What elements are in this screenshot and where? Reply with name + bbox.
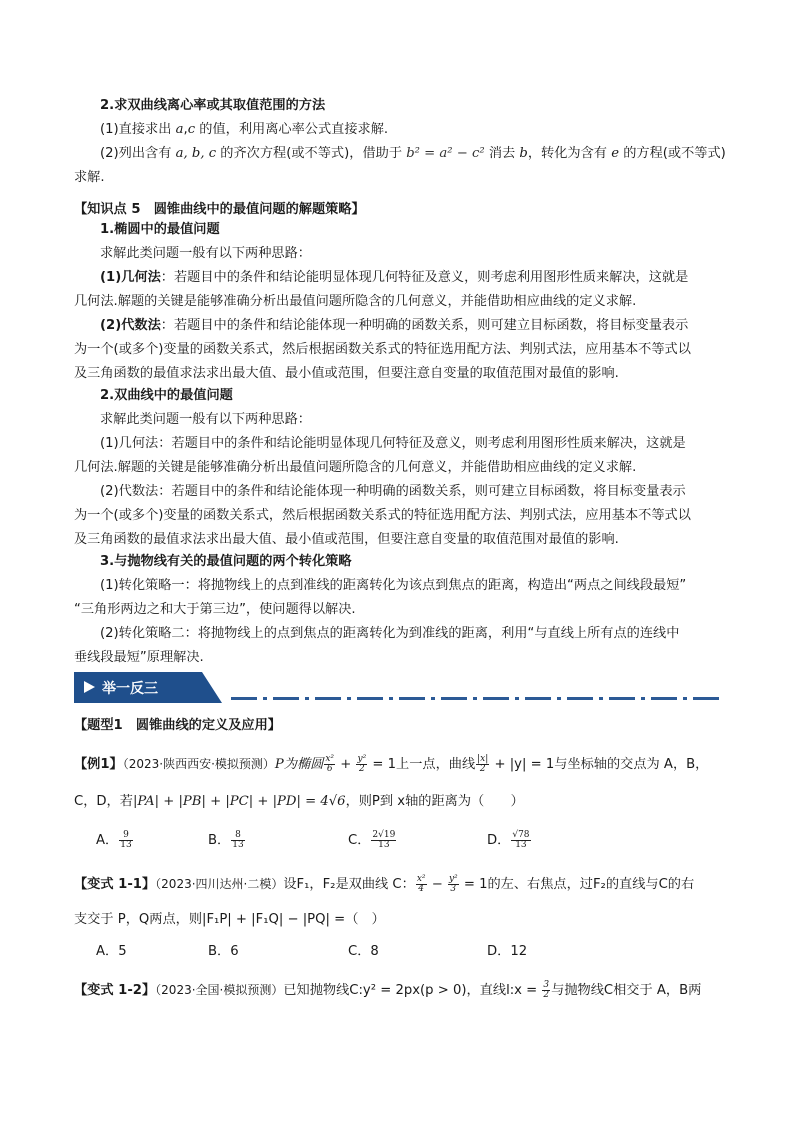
paragraph: (2)列出含有 a, b, c 的齐次方程(或不等式)，借助于 b² = a² − c² 消去 b，转化为含有 e 的方程(或不等式) — [100, 146, 726, 161]
paragraph: (1)直接求出 a,c 的值，利用离心率公式直接求解. — [100, 122, 389, 137]
question-tag: 【变式 1-2】 — [74, 983, 156, 998]
variant-question: 【变式 1-2】（2023·全国·模拟预测）已知抛物线C:y² = 2px(p > 0)，直线l:x = $\frac{3}{2}$ 与抛物线C相交于 A，B两 — [74, 979, 702, 1000]
question-source: （2023·陕西西安·模拟预测） — [122, 757, 275, 771]
section-banner — [74, 672, 222, 703]
option-c[interactable]: C． $\frac{2√19}{13}$ — [348, 829, 396, 850]
paragraph: 垂线段最短”原理解决. — [74, 650, 204, 665]
fraction: $\frac{\text{y²}}{2}$ — [357, 753, 367, 774]
option-d[interactable]: D． $\frac{√78}{13}$ — [487, 829, 530, 850]
paragraph: 及三角函数的最值求法求出最大值、最小值或范围，但要注意自变量的取值范围对最值的影响. — [74, 366, 619, 381]
fraction: $\frac{3}{2}$ — [543, 979, 550, 1000]
paragraph: (1)转化策略一：将抛物线上的点到准线的距离转化为该点到焦点的距离，构造出“两点之间线段最短” — [100, 578, 687, 593]
example-question-cont: C，D，若|PA| + |PB| + |PC| + |PD| = 4√6，则P到 x轴的距离为（ ） — [74, 794, 524, 809]
paragraph: (2)转化策略二：将抛物线上的点到焦点的距离转化为到准线的距离，利用“与直线上所有点的连线中 — [100, 626, 680, 641]
question-type-title: 【题型1 圆锥曲线的定义及应用】 — [74, 718, 281, 733]
paragraph: 及三角函数的最值求法求出最大值、最小值或范围，但要注意自变量的取值范围对最值的影响. — [74, 532, 619, 547]
dashed-divider — [231, 697, 721, 700]
section-heading: 2.双曲线中的最值问题 — [100, 388, 233, 403]
option-b[interactable]: B．6 — [208, 944, 239, 959]
paragraph: (1)几何法：若题目中的条件和结论能明显体现几何特征及意义，则考虑利用图形性质来解决，这就是 — [100, 436, 686, 451]
knowledge-point-title: 【知识点 5 圆锥曲线中的最值问题的解题策略】 — [74, 202, 365, 217]
banner-label: 举一反三 — [102, 681, 158, 697]
option-b[interactable]: B． $\frac{8}{13}$ — [208, 829, 244, 850]
variant-question-cont: 支交于 P，Q两点，则|F₁P| + |F₁Q| − |PQ| =（ ） — [74, 912, 385, 927]
question-tag: 【例1】 — [74, 757, 123, 772]
paragraph: 求解此类问题一般有以下两种思路： — [100, 412, 311, 427]
option-a[interactable]: A．5 — [96, 944, 127, 959]
paragraph: (2)代数法：若题目中的条件和结论能体现一种明确的函数关系，则可建立目标函数，将目标变量表示 — [100, 318, 689, 333]
fraction: $\frac{\text{x²}}{4}$ — [416, 873, 426, 894]
section-heading: 1.椭圆中的最值问题 — [100, 222, 220, 237]
question-tag: 【变式 1-1】 — [74, 877, 156, 892]
section-heading: 2.求双曲线离心率或其取值范围的方法 — [100, 98, 326, 113]
paragraph: 求解此类问题一般有以下两种思路： — [100, 246, 311, 261]
paragraph: (2)代数法：若题目中的条件和结论能体现一种明确的函数关系，则可建立目标函数，将目标变量表示 — [100, 484, 686, 499]
fraction: $\frac{\text{y²}}{3}$ — [448, 873, 458, 894]
paragraph: “三角形两边之和大于第三边”，使问题得以解决. — [74, 602, 356, 617]
example-question: 【例1】（2023·陕西西安·模拟预测）P为椭圆 $\frac{\text{x²}}{6}$ + $\frac{\text{y²}}{2}$ = 1上一点，曲线 $\frac{|x|}{2}$ + |y| = 1与坐标轴的交点为 A，B， — [74, 753, 709, 774]
option-c[interactable]: C．8 — [348, 944, 379, 959]
variant-question: 【变式 1-1】（2023·四川达州·二模）设F₁，F₂是双曲线 C： $\frac{\text{x²}}{4}$ − $\frac{\text{y²}}{3}$ = 1的左、右焦点，过F₂的直线与C的右 — [74, 873, 695, 894]
question-source: （2023·四川达州·二模） — [155, 877, 284, 891]
paragraph: 几何法.解题的关键是能够准确分析出最值问题所隐含的几何意义，并能借助相应曲线的定义求解. — [74, 294, 637, 309]
option-a[interactable]: A． $\frac{9}{13}$ — [96, 829, 132, 850]
paragraph: 几何法.解题的关键是能够准确分析出最值问题所隐含的几何意义，并能借助相应曲线的定义求解. — [74, 460, 637, 475]
paragraph: (1)几何法：若题目中的条件和结论能明显体现几何特征及意义，则考虑利用图形性质来解决，这就是 — [100, 270, 689, 285]
section-heading: 3.与抛物线有关的最值问题的两个转化策略 — [100, 554, 352, 569]
paragraph: 求解. — [74, 170, 105, 185]
paragraph: 为一个(或多个)变量的函数关系式，然后根据函数关系式的特征选用配方法、判别式法，应用基本不等式以 — [74, 342, 691, 357]
paragraph: 为一个(或多个)变量的函数关系式，然后根据函数关系式的特征选用配方法、判别式法，应用基本不等式以 — [74, 508, 691, 523]
fraction: $\frac{|x|}{2}$ — [477, 753, 489, 774]
play-arrow-icon — [84, 681, 95, 693]
option-d[interactable]: D．12 — [487, 944, 528, 959]
question-source: （2023·全国·模拟预测） — [155, 983, 284, 997]
fraction: $\frac{\text{x²}}{6}$ — [325, 753, 335, 774]
